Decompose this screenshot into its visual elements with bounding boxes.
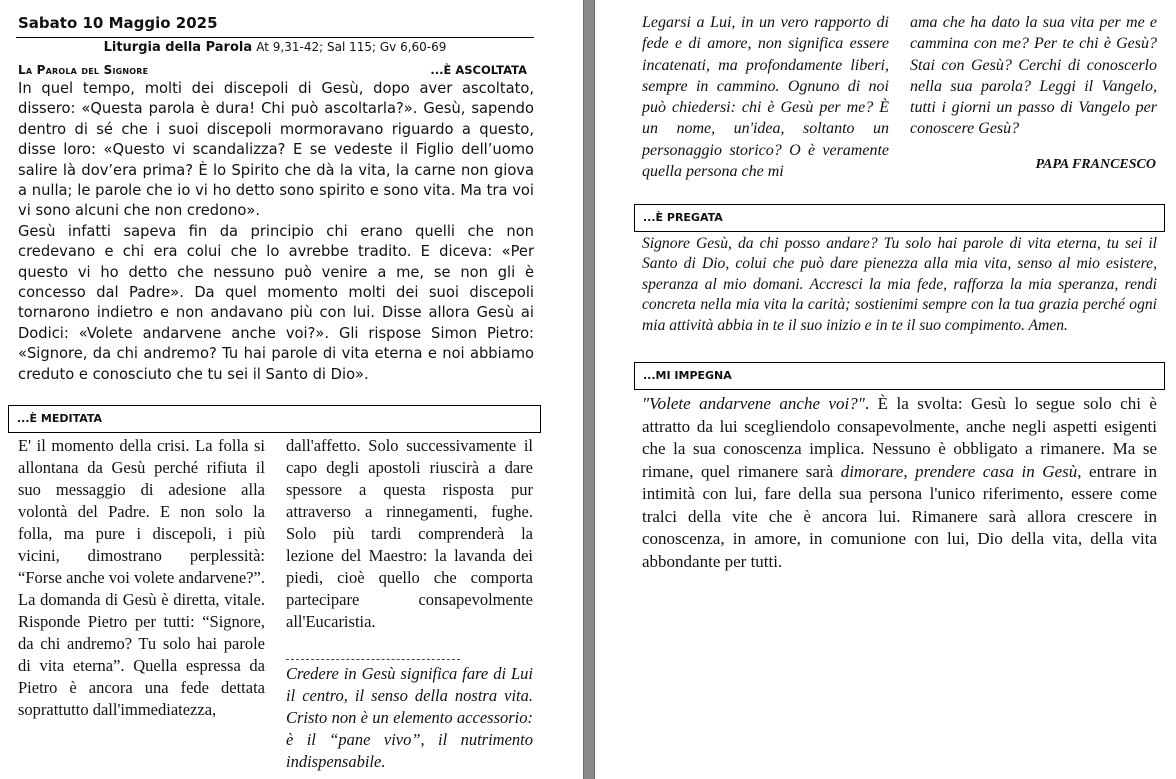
meditata-heading: ...È MEDITATA	[8, 405, 541, 433]
quote-divider	[286, 659, 460, 660]
commitment-part-2: , entrare in intimità con lui, fare della sua persona l'unico riferimento, essere come tralci della vite che è ancora lui. Rimanere sarà allora crescere in conoscenza, in amore, in comunione con lui, Dio della vita, della vita abbondante per tutti.	[642, 461, 1157, 571]
prayer-text: Signore Gesù, da chi posso andare? Tu solo hai parole di vita eterna, tu sei il Santo di Dio, colui che può dare pienezza alla mia vita, senso al mio esistere, speranza al mio domani. Accresci la mia fede, rafforza la mia speranza, rendi concreta nella mia vita la carità; sostienimi sempre con la tua grazia perché ogni mia attività abbia in te il suo inizio e in te il suo compimento. Amen.	[642, 235, 1157, 334]
meditation-column-1: E' il momento della crisi. La folla si allontana da Gesù perché rifiuta il suo messaggio di adesione alla volontà del Padre. E non solo la folla, ma pure i discepoli, i più vicini, dimostrano perplessità: “Forse anche voi volete andarvene?”. La domanda di Gesù è diretta, vitale. Risponde Pietro per tutti: “Signore, da chi andremo? Tu solo hai parole di vita eterna”. Quella espressa da Pietro è ancora una fede dettata soprattutto dall'immediatezza,	[18, 436, 265, 719]
meditation-quote: Credere in Gesù significa fare di Lui il centro, il senso della nostra vita. Cristo non è un elemento accessorio: è il “pane vivo”, il nutrimento indispensabile.	[286, 664, 533, 771]
right-page	[595, 0, 1176, 779]
section-listened: ...È ASCOLTATA	[430, 63, 527, 77]
liturgy-references: At 9,31-42; Sal 115; Gv 6,60-69	[256, 40, 447, 54]
left-page	[0, 0, 583, 779]
gospel-text	[18, 79, 534, 385]
commitment-part-1: . È la svolta: Gesù lo segue solo chi è attratto da lui scegliendolo consapevolmente, anche negli aspetti esigenti che la sua conoscenza implica. Nessuno è obbligato a rimanere. Ma se rimane, quel rimanere sarà	[642, 394, 1157, 481]
header-rule	[16, 37, 534, 38]
gospel-paragraph-1: In quel tempo, molti dei discepoli di Gesù, dopo aver ascoltato, dissero: «Questa parola è dura! Chi può ascoltarla?». Gesù, sapendo dentro di sé che i suoi discepoli mormoravano riguardo a questo, disse loro: «Questo vi scandalizza? E se vedeste il Figlio dell’uomo salire là dov’era prima? È lo Spirito che dà la vita, la carne non giova a nulla; le parole che io vi ho detto sono spirito e sono vita. Ma tra voi vi sono alcuni che non credono».	[18, 80, 534, 220]
francesco-column-2: ama che ha dato la sua vita per me e cammina con me? Per te chi è Gesù? Stai con Gesù? Cerchi di conoscerlo nella sua parola? Leggi il Vangelo, tutti i giorni un passo di Vangelo per conoscere Gesù?	[910, 14, 1157, 138]
quote-author: PAPA FRANCESCO	[1035, 157, 1156, 172]
meditation-column-2: dall'affetto. Solo successivamente il capo degli apostoli riuscirà a dare spessore a questa risposta pur attraverso a rinnegamenti, fughe. Solo più tardi comprenderà la lezione del Maestro: la lavanda dei piedi, cioè quello che comporta partecipare consapevolmente all'Eucaristia.	[286, 436, 533, 631]
section-word-of-lord: La Parola del Signore	[18, 63, 149, 77]
commitment-emphasis: dimorare, prendere casa in Gesù	[840, 461, 1078, 481]
page-date: Sabato 10 Maggio 2025	[18, 14, 218, 32]
gospel-paragraph-2: Gesù infatti sapeva fin da principio chi erano quelli che non credevano e chi era colui che lo avrebbe tradito. E diceva: «Per questo vi ho detto che nessuno può venire a me, se non gli è concesso dal Padre». Da quel momento molti dei suoi discepoli tornarono indietro e non andavano più con lui. Disse allora Gesù ai Dodici: «Volete andarvene anche voi?». Gli rispose Simon Pietro: «Signore, da chi andremo? Tu hai parole di vita eterna e noi abbiamo creduto e conosciuto che tu sei il Santo di Dio».	[18, 222, 534, 383]
liturgy-header	[16, 40, 534, 55]
pregata-heading: ...È PREGATA	[634, 204, 1165, 232]
commitment-question: "Volete andarvene anche voi?"	[642, 394, 865, 413]
liturgy-title: Liturgia della Parola	[103, 40, 253, 55]
francesco-column-1: Legarsi a Lui, in un vero rapporto di fede e di amore, non significa essere incatenati, ma profondamente liberi, sempre in cammino. Ognuno di noi può chiedersi: chi è Gesù per me? È un nome, un'idea, soltanto un personaggio storico? O è veramente quella persona che mi	[642, 14, 889, 181]
impegna-heading: ...MI IMPEGNA	[634, 362, 1165, 390]
commitment-text	[642, 393, 1157, 573]
page-gutter	[583, 0, 595, 779]
